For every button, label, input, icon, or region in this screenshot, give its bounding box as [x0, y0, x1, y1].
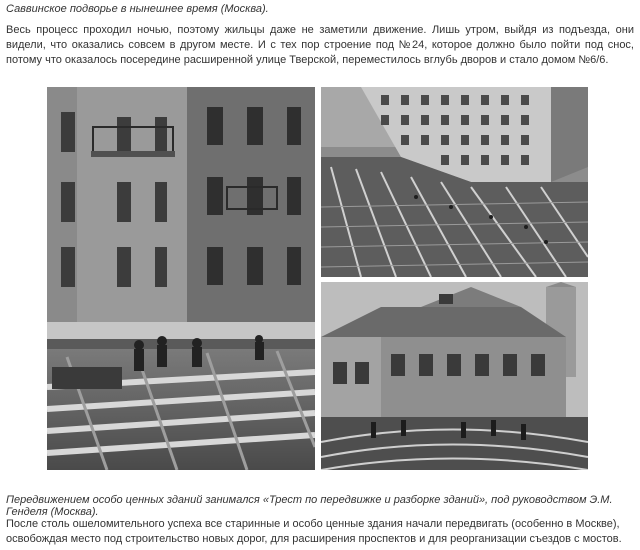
photo-tall-building-tracks — [321, 87, 588, 277]
paragraph-2: После столь ошеломительного успеха все старинные и особо ценные здания начали передвигать (особенно в Москве), освобождая место под строительство новых дорог, для расширения проспектов и для реорганизации съездов с мостов. — [6, 518, 622, 545]
photo-building-on-rails — [47, 87, 315, 470]
caption-top: Саввинское подворье в нынешнее время (Москва). — [6, 3, 269, 15]
caption-bottom: Передвижением особо ценных зданий занимался «Трест по передвижке и разборке зданий», под руководством Э.М. Генделя (Москва). — [6, 494, 613, 518]
paragraph-1: Весь процесс проходил ночью, поэтому жильцы даже не заметили движение. Лишь утром, выйдя из подъезда, они видели, что оказались совсем в другом месте. И с тех пор строение под №24, которое должно было пойти под снос, потому что оказалось посередине расширенной улице Тверской, переместилось вглубь дворов и стало домом №6/6. — [6, 24, 634, 66]
photo-old-house-moving — [321, 282, 588, 470]
